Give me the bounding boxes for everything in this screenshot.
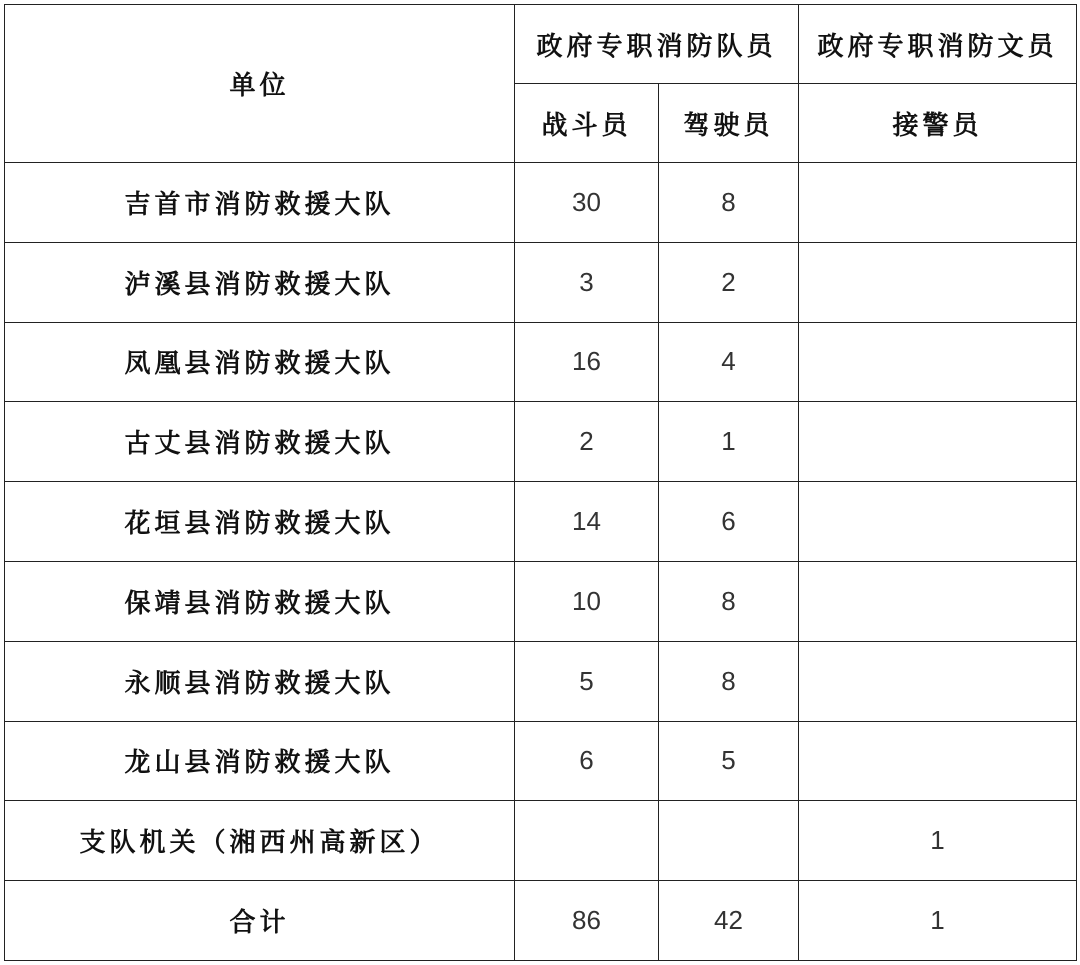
header-dispatcher: 接警员	[799, 84, 1077, 163]
dispatcher-cell	[799, 163, 1077, 243]
fighter-cell: 3	[515, 242, 659, 322]
unit-name-cell: 古丈县消防救援大队	[5, 402, 515, 482]
table-row	[5, 721, 1077, 801]
table-body	[5, 163, 1077, 961]
dispatcher-cell	[799, 322, 1077, 402]
dispatcher-cell	[799, 482, 1077, 562]
staffing-table-container	[4, 4, 1077, 961]
total-fighter-cell: 86	[515, 881, 659, 961]
unit-name-cell: 吉首市消防救援大队	[5, 163, 515, 243]
header-driver: 驾驶员	[659, 84, 799, 163]
table-row	[5, 482, 1077, 562]
header-row-groups	[5, 5, 1077, 84]
fighter-cell: 10	[515, 561, 659, 641]
fighter-cell: 5	[515, 641, 659, 721]
table-row	[5, 561, 1077, 641]
unit-name-cell: 花垣县消防救援大队	[5, 482, 515, 562]
table-row	[5, 242, 1077, 322]
table-row	[5, 641, 1077, 721]
unit-name-cell: 保靖县消防救援大队	[5, 561, 515, 641]
driver-cell	[659, 801, 799, 881]
dispatcher-cell	[799, 561, 1077, 641]
fighter-cell: 2	[515, 402, 659, 482]
header-fighter: 战斗员	[515, 84, 659, 163]
driver-cell: 4	[659, 322, 799, 402]
fighter-cell	[515, 801, 659, 881]
table-header	[5, 5, 1077, 163]
total-row	[5, 881, 1077, 961]
driver-cell: 2	[659, 242, 799, 322]
unit-name-cell: 泸溪县消防救援大队	[5, 242, 515, 322]
table-row	[5, 402, 1077, 482]
unit-name-cell: 支队机关（湘西州高新区）	[5, 801, 515, 881]
table-row	[5, 163, 1077, 243]
driver-cell: 8	[659, 561, 799, 641]
fighter-cell: 14	[515, 482, 659, 562]
driver-cell: 8	[659, 641, 799, 721]
dispatcher-cell	[799, 402, 1077, 482]
total-driver-cell: 42	[659, 881, 799, 961]
driver-cell: 8	[659, 163, 799, 243]
dispatcher-cell	[799, 641, 1077, 721]
driver-cell: 6	[659, 482, 799, 562]
total-label-cell: 合计	[5, 881, 515, 961]
header-unit: 单位	[5, 5, 515, 163]
fighter-cell: 16	[515, 322, 659, 402]
header-group-civil: 政府专职消防文员	[799, 5, 1077, 84]
fighter-cell: 30	[515, 163, 659, 243]
driver-cell: 5	[659, 721, 799, 801]
unit-name-cell: 永顺县消防救援大队	[5, 641, 515, 721]
dispatcher-cell	[799, 242, 1077, 322]
table-row	[5, 801, 1077, 881]
header-group-fire: 政府专职消防队员	[515, 5, 799, 84]
dispatcher-cell: 1	[799, 801, 1077, 881]
dispatcher-cell	[799, 721, 1077, 801]
unit-name-cell: 凤凰县消防救援大队	[5, 322, 515, 402]
total-dispatcher-cell: 1	[799, 881, 1077, 961]
table-row	[5, 322, 1077, 402]
fighter-cell: 6	[515, 721, 659, 801]
unit-name-cell: 龙山县消防救援大队	[5, 721, 515, 801]
staffing-table	[4, 4, 1077, 961]
driver-cell: 1	[659, 402, 799, 482]
